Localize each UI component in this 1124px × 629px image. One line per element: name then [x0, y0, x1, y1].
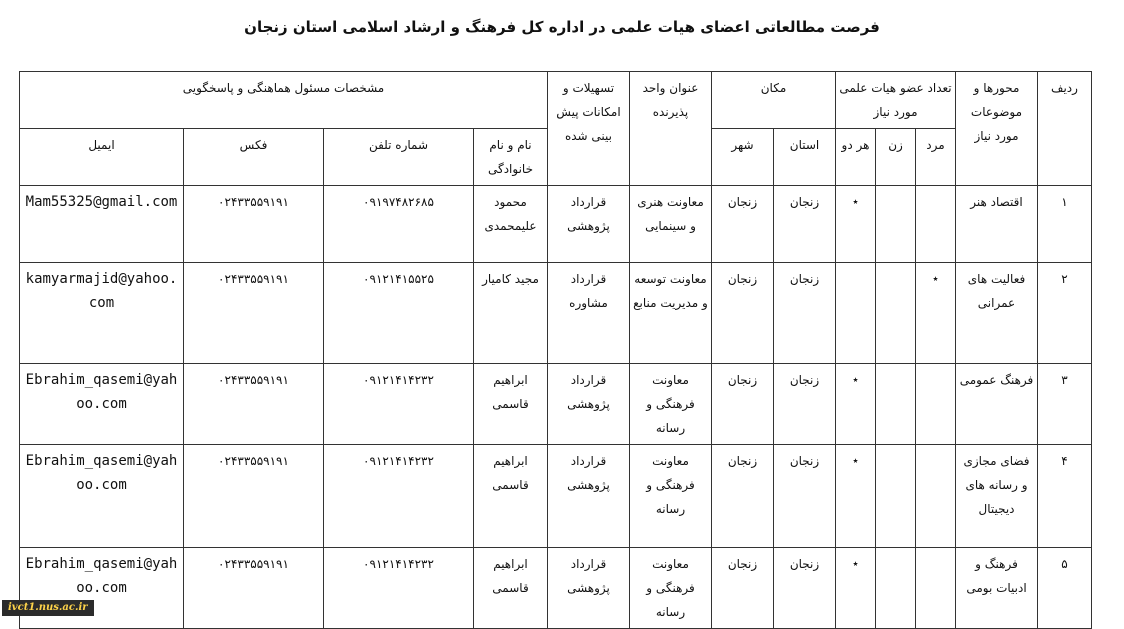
row-contact-name: ابراهیم قاسمی	[474, 445, 548, 548]
row-topic: فعالیت های عمرانی	[956, 263, 1038, 364]
row-fax: ۰۲۴۳۳۵۵۹۱۹۱	[184, 548, 324, 629]
row-facility: قرارداد پژوهشی	[548, 445, 630, 548]
header-unit: عنوان واحد پذیرنده	[630, 72, 712, 186]
site-watermark: ivct1.nus.ac.ir	[2, 600, 94, 616]
row-number: ۴	[1038, 445, 1092, 548]
table-row	[20, 445, 1092, 548]
row-topic: فضای مجازی و رسانه های دیجیتال	[956, 445, 1038, 548]
row-both-mark: ٭	[836, 548, 876, 629]
row-contact-name: ابراهیم قاسمی	[474, 548, 548, 629]
row-male-mark	[916, 548, 956, 629]
row-male-mark	[916, 445, 956, 548]
row-phone: ۰۹۱۲۱۴۱۵۵۲۵	[324, 263, 474, 364]
table-row	[20, 364, 1092, 445]
row-fax: ۰۲۴۳۳۵۵۹۱۹۱	[184, 186, 324, 263]
row-female-mark	[876, 186, 916, 263]
header-phone: شماره تلفن	[324, 129, 474, 186]
row-facility: قرارداد پژوهشی	[548, 186, 630, 263]
row-male-mark	[916, 364, 956, 445]
header-facilities: تسهیلات و امکانات پیش بینی شده	[548, 72, 630, 186]
table-row	[20, 263, 1092, 364]
row-female-mark	[876, 364, 916, 445]
row-female-mark	[876, 263, 916, 364]
row-unit: معاونت توسعه و مدیریت منابع	[630, 263, 712, 364]
row-province: زنجان	[774, 364, 836, 445]
row-email: Ebrahim_qasemi@yahoo.com	[20, 445, 184, 548]
row-province: زنجان	[774, 548, 836, 629]
row-topic: فرهنگ عمومی	[956, 364, 1038, 445]
header-members-count: تعداد عضو هیات علمی مورد نیاز	[836, 72, 956, 129]
row-female-mark	[876, 445, 916, 548]
row-number: ۳	[1038, 364, 1092, 445]
table-row	[20, 186, 1092, 263]
header-province: استان	[774, 129, 836, 186]
row-both-mark: ٭	[836, 364, 876, 445]
row-contact-name: ابراهیم قاسمی	[474, 364, 548, 445]
row-city: زنجان	[712, 445, 774, 548]
row-unit: معاونت فرهنگی و رسانه	[630, 548, 712, 629]
header-fax: فکس	[184, 129, 324, 186]
row-phone: ۰۹۱۹۷۴۸۲۶۸۵	[324, 186, 474, 263]
row-unit: معاونت فرهنگی و رسانه	[630, 364, 712, 445]
header-male: مرد	[916, 129, 956, 186]
row-female-mark	[876, 548, 916, 629]
row-email: Mam55325@gmail.com	[20, 186, 184, 263]
row-both-mark: ٭	[836, 186, 876, 263]
page-title: فرصت مطالعاتی اعضای هیات علمی در اداره کل فرهنگ و ارشاد اسلامی استان زنجان	[244, 18, 880, 36]
row-fax: ۰۲۴۳۳۵۵۹۱۹۱	[184, 263, 324, 364]
row-email: Ebrahim_qasemi@yahoo.com	[20, 364, 184, 445]
row-number: ۵	[1038, 548, 1092, 629]
header-contact: مشخصات مسئول هماهنگی و پاسخگویی	[20, 72, 548, 129]
study-opportunity-table	[19, 71, 1092, 629]
row-male-mark: ٭	[916, 263, 956, 364]
table-row	[20, 548, 1092, 629]
row-male-mark	[916, 186, 956, 263]
row-fax: ۰۲۴۳۳۵۵۹۱۹۱	[184, 364, 324, 445]
header-female: زن	[876, 129, 916, 186]
row-phone: ۰۹۱۲۱۴۱۴۲۳۲	[324, 364, 474, 445]
row-facility: قرارداد مشاوره	[548, 263, 630, 364]
row-city: زنجان	[712, 364, 774, 445]
row-contact-name: محمود علیمحمدی	[474, 186, 548, 263]
row-province: زنجان	[774, 263, 836, 364]
row-email: kamyarmajid@yahoo.com	[20, 263, 184, 364]
row-unit: معاونت هنری و سینمایی	[630, 186, 712, 263]
row-facility: قرارداد پژوهشی	[548, 364, 630, 445]
row-province: زنجان	[774, 445, 836, 548]
row-number: ۲	[1038, 263, 1092, 364]
row-city: زنجان	[712, 263, 774, 364]
row-city: زنجان	[712, 186, 774, 263]
header-location: مکان	[712, 72, 836, 129]
row-topic: فرهنگ و ادبیات بومی	[956, 548, 1038, 629]
row-both-mark: ٭	[836, 445, 876, 548]
row-province: زنجان	[774, 186, 836, 263]
header-city: شهر	[712, 129, 774, 186]
row-city: زنجان	[712, 548, 774, 629]
row-contact-name: مجید کامیار	[474, 263, 548, 364]
row-both-mark	[836, 263, 876, 364]
header-both: هر دو	[836, 129, 876, 186]
row-number: ۱	[1038, 186, 1092, 263]
header-email: ایمیل	[20, 129, 184, 186]
row-topic: اقتصاد هنر	[956, 186, 1038, 263]
row-email: Ebrahim_qasemi@yahoo.com	[20, 548, 184, 629]
row-phone: ۰۹۱۲۱۴۱۴۲۳۲	[324, 445, 474, 548]
header-topics: محورها و موضوعات مورد نیاز	[956, 72, 1038, 186]
row-facility: قرارداد پژوهشی	[548, 548, 630, 629]
row-unit: معاونت فرهنگی و رسانه	[630, 445, 712, 548]
row-phone: ۰۹۱۲۱۴۱۴۲۳۲	[324, 548, 474, 629]
header-row-no: ردیف	[1038, 72, 1092, 186]
header-name: نام و نام خانوادگی	[474, 129, 548, 186]
row-fax: ۰۲۴۳۳۵۵۹۱۹۱	[184, 445, 324, 548]
